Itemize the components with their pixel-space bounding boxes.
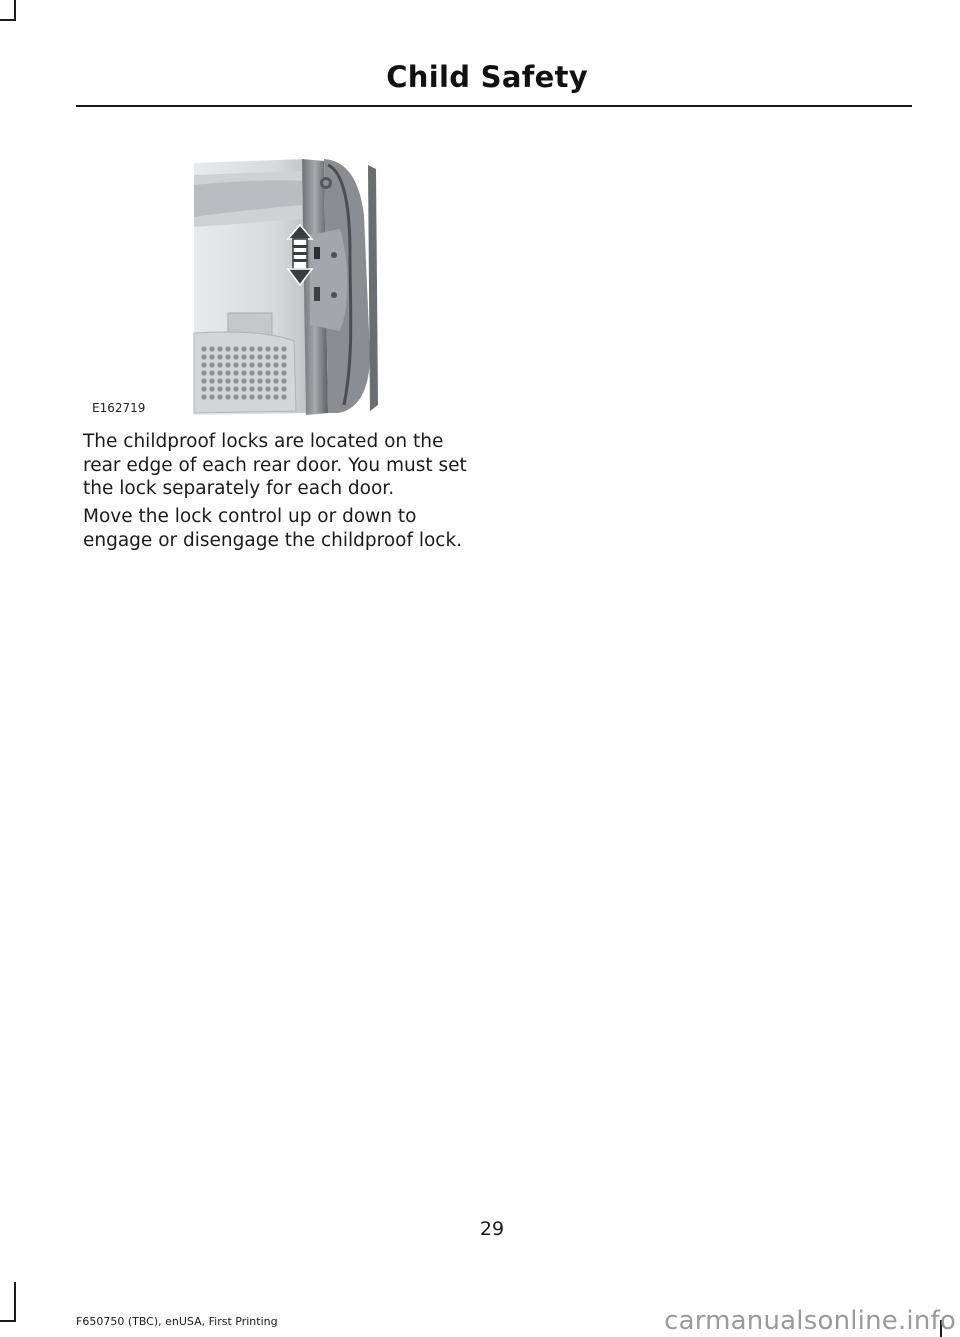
- page-number: 29: [479, 1218, 505, 1240]
- watermark: carmanualsonline.info: [664, 1306, 956, 1336]
- paragraph-operation: Move the lock control up or down to engage or disengage the childproof lock.: [83, 506, 463, 551]
- crop-mark-bottom-left: [0, 1320, 16, 1322]
- figure-id: E162719: [92, 401, 146, 415]
- footer-text: F650750 (TBC), enUSA, First Printing: [76, 1315, 278, 1328]
- header-divider: [76, 105, 912, 107]
- page-title: Child Safety: [386, 60, 588, 94]
- paragraph-location: The childproof locks are located on the rear edge of each rear door. You must set the lock separately for each door.: [83, 431, 467, 500]
- crop-mark-bottom-left: [14, 1282, 16, 1322]
- door-illustration: [88, 155, 388, 417]
- crop-mark-top-left: [0, 19, 16, 21]
- crop-mark-top-left: [14, 0, 16, 20]
